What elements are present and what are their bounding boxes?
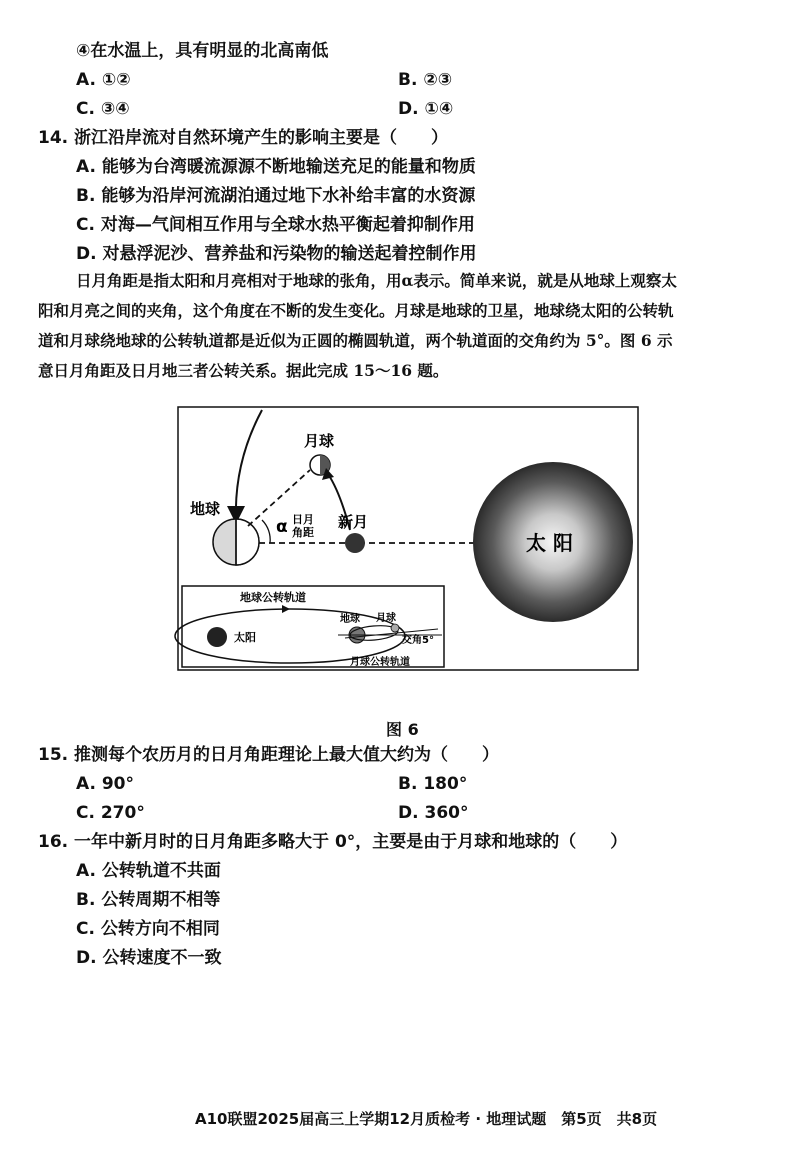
inset-earth-orbit-label: 地球公转轨道: [240, 591, 306, 604]
sun-label: 太 阳: [526, 531, 573, 555]
inset-sun: [207, 627, 227, 647]
earth-label: 地球: [190, 500, 221, 518]
q14-option-d[interactable]: D. 对悬浮泥沙、营养盐和污染物的输送起着控制作用: [76, 244, 477, 264]
q16-option-a[interactable]: A. 公转轨道不共面: [76, 861, 221, 881]
inset-angle-label: 交角5°: [402, 635, 434, 646]
q13-option-d[interactable]: D. ①④: [398, 99, 454, 119]
q13-item4: ④在水温上，具有明显的北高南低: [76, 41, 329, 61]
q13-option-c[interactable]: C. ③④: [76, 99, 130, 119]
earth: [213, 519, 259, 565]
q16-stem: 16. 一年中新月时的日月角距多略大于 0°，主要是由于月球和地球的（ ）: [38, 832, 628, 852]
passage-line-3: 道和月球绕地球的公转轨道都是近似为正圆的椭圆轨道，两个轨道面的交角约为 5°。图 6 示: [38, 331, 673, 350]
q14-option-c[interactable]: C. 对海—气间相互作用与全球水热平衡起着抑制作用: [76, 215, 475, 235]
inset-moon: [391, 624, 399, 632]
passage-line-4: 意日月角距及日月地三者公转关系。据此完成 15～16 题。: [38, 361, 449, 380]
passage-line-1: 日月角距是指太阳和月亮相对于地球的张角，用α表示。简单来说，就是从地球上观察太: [76, 271, 677, 290]
alpha-symbol: α: [276, 517, 288, 537]
q15-option-a[interactable]: A. 90°: [76, 774, 135, 794]
inset-sun-label: 太阳: [234, 631, 256, 644]
q14-stem: 14. 浙江沿岸流对自然环境产生的影响主要是（ ）: [38, 128, 449, 148]
inset-frame: [182, 586, 444, 667]
inset-moon-orbit-label: 月球公转轨道: [350, 657, 410, 668]
figure-6: [170, 402, 644, 674]
angle-label-1: 日月: [292, 513, 314, 526]
q14-option-b[interactable]: B. 能够为沿岸河流湖泊通过地下水补给丰富的水资源: [76, 186, 476, 206]
new-moon: [345, 533, 365, 553]
q16-option-d[interactable]: D. 公转速度不一致: [76, 948, 222, 968]
q15-option-d[interactable]: D. 360°: [398, 803, 469, 823]
page-footer: A10联盟2025届高三上学期12月质检考 · 地理试题 第5页 共8页: [195, 1110, 658, 1128]
inset-moon-label: 月球: [376, 613, 396, 624]
figure-caption: 图 6: [386, 720, 419, 739]
inset-earth-label: 地球: [340, 614, 360, 625]
q15-option-b[interactable]: B. 180°: [398, 774, 468, 794]
q15-stem: 15. 推测每个农历月的日月角距理论上最大值大约为（ ）: [38, 745, 500, 765]
new-moon-label: 新月: [338, 513, 369, 531]
moon-label: 月球: [304, 432, 335, 450]
passage-line-2: 阳和月亮之间的夹角，这个角度在不断的发生变化。月球是地球的卫星，地球绕太阳的公转轨: [38, 301, 674, 320]
q13-option-a[interactable]: A. ①②: [76, 70, 131, 90]
q13-option-b[interactable]: B. ②③: [398, 70, 453, 90]
q16-option-c[interactable]: C. 公转方向不相同: [76, 919, 220, 939]
q15-option-c[interactable]: C. 270°: [76, 803, 145, 823]
angle-label-2: 角距: [292, 526, 314, 539]
q14-option-a[interactable]: A. 能够为台湾暖流源源不断地输送充足的能量和物质: [76, 157, 476, 177]
q16-option-b[interactable]: B. 公转周期不相等: [76, 890, 221, 910]
